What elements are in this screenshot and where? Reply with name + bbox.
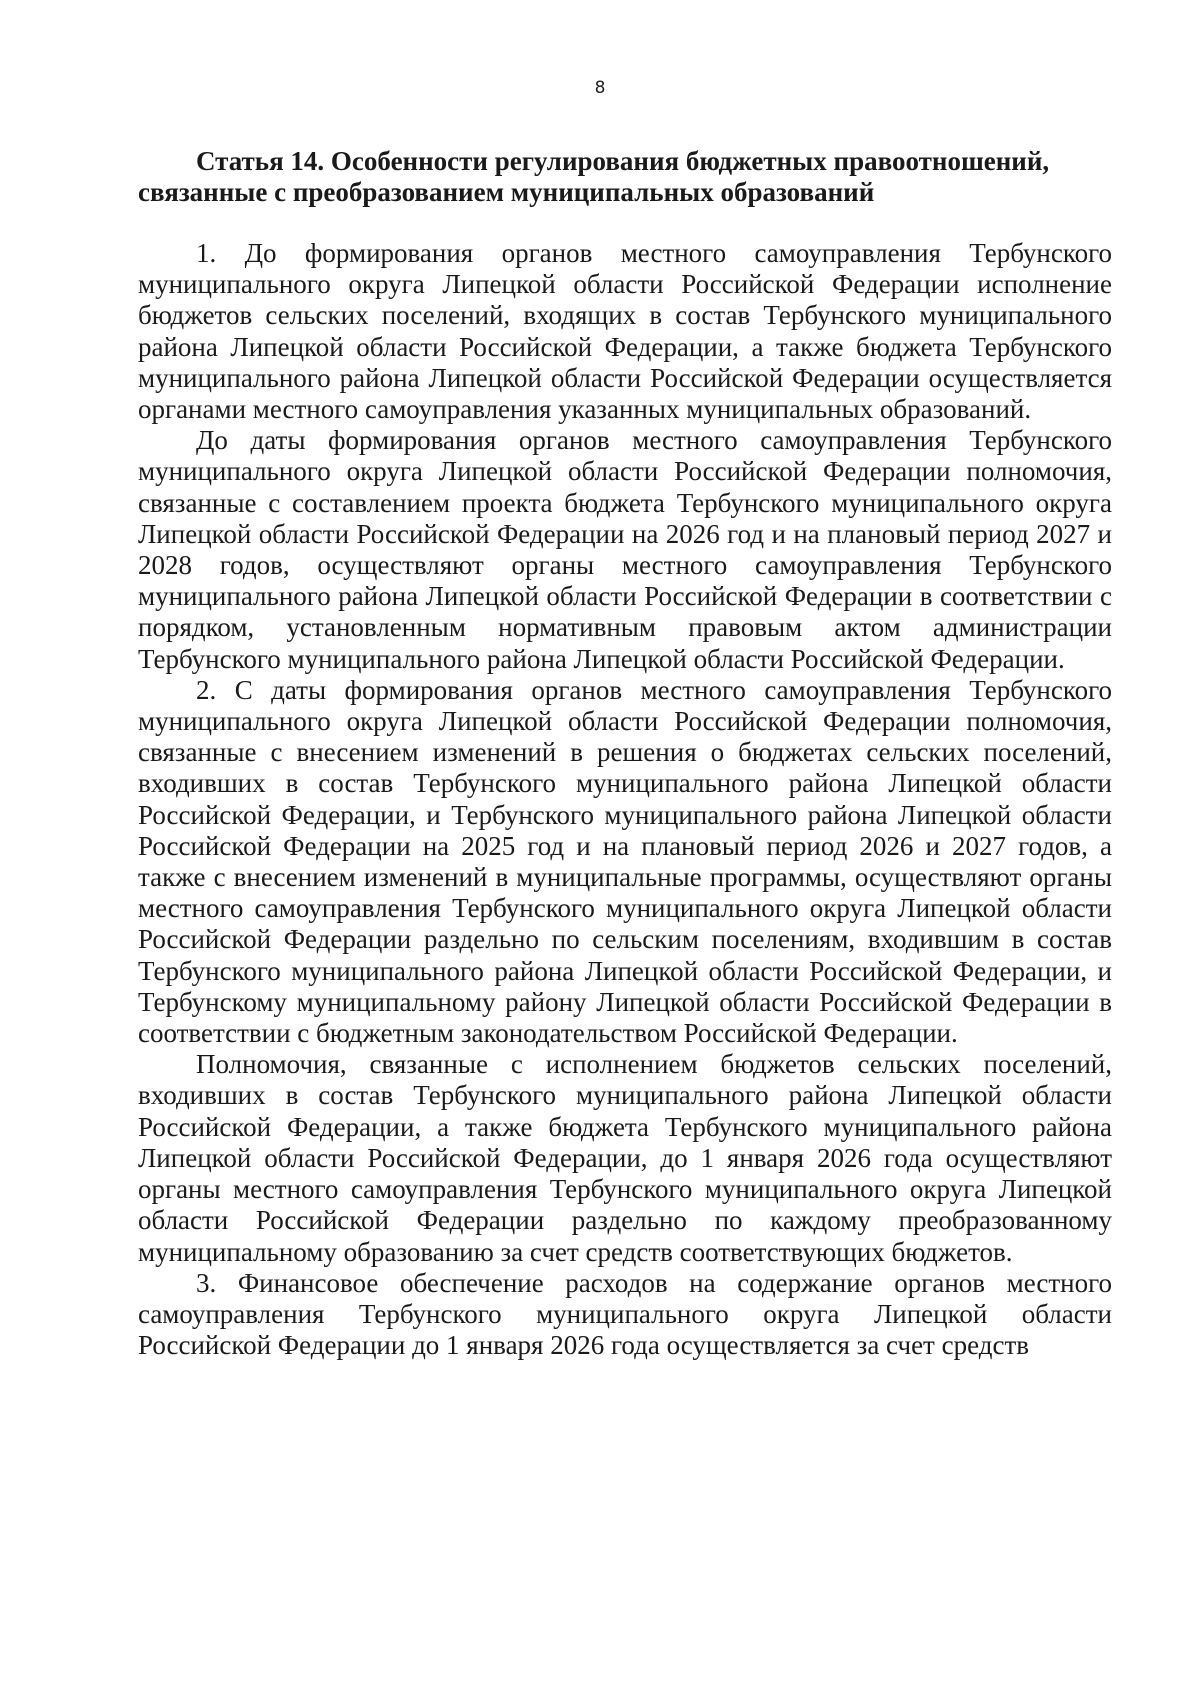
- paragraph: До даты формирования органов местного самоуправления Тербунского муниципального округа Липецкой области Российской Федерации полномочия, связанные с составлением проекта бюджета Тербунского муниципального округа Липецкой области Российской Федерации на 2026 год и на плановый период 2027 и 2028 годов, осуществляют органы местного самоуправления Тербунского муниципального района Липецкой области Российской Федерации в соответствии с порядком, установленным нормативным правовым актом администрации Тербунского муниципального района Липецкой области Российской Федерации.: [138, 425, 1112, 674]
- page-number: 8: [594, 78, 606, 98]
- paragraph: 3. Финансовое обеспечение расходов на содержание органов местного самоуправления Тербунского муниципального округа Липецкой области Российской Федерации до 1 января 2026 года осуществляется за счет средств: [138, 1267, 1112, 1361]
- article-body: [138, 146, 1112, 1361]
- paragraph: Полномочия, связанные с исполнением бюджетов сельских поселений, входивших в состав Тербунского муниципального района Липецкой области Российской Федерации, а также бюджета Тербунского муниципального района Липецкой области Российской Федерации, до 1 января 2026 года осуществляют органы местного самоуправления Тербунского муниципального округа Липецкой области Российской Федерации раздельно по каждому преобразованному муниципальному образованию за счет средств соответствующих бюджетов.: [138, 1049, 1112, 1267]
- paragraph: 2. С даты формирования органов местного самоуправления Тербунского муниципального округа Липецкой области Российской Федерации полномочия, связанные с внесением изменений в решения о бюджетах сельских поселений, входивших в состав Тербунского муниципального района Липецкой области Российской Федерации, и Тербунского муниципального района Липецкой области Российской Федерации на 2025 год и на плановый период 2026 и 2027 годов, а также с внесением изменений в муниципальные программы, осуществляют органы местного самоуправления Тербунского муниципального округа Липецкой области Российской Федерации раздельно по сельским поселениям, входившим в состав Тербунского муниципального района Липецкой области Российской Федерации, и Тербунскому муниципальному району Липецкой области Российской Федерации в соответствии с бюджетным законодательством Российской Федерации.: [138, 674, 1112, 1049]
- paragraph: 1. До формирования органов местного самоуправления Тербунского муниципального округа Липецкой области Российской Федерации исполнение бюджетов сельских поселений, входящих в состав Тербунского муниципального района Липецкой области Российской Федерации, а также бюджета Тербунского муниципального района Липецкой области Российской Федерации осуществляется органами местного самоуправления указанных муниципальных образований.: [138, 238, 1112, 425]
- article-title: Статья 14. Особенности регулирования бюджетных правоотношений, связанные с преобразованием муниципальных образований: [138, 146, 1050, 207]
